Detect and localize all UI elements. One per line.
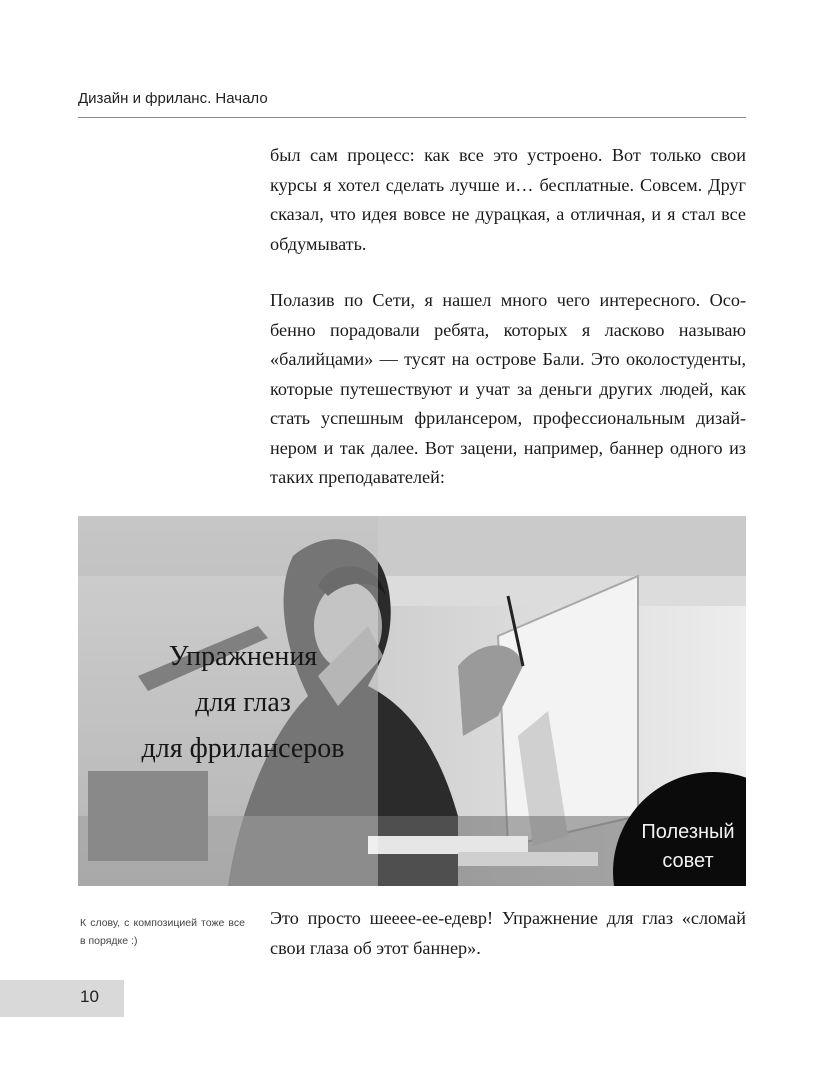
body-paragraph-2: Полазив по Сети, я нашел много чего интересного. Особенно порадовали ребята, которых я ласково называю «балийцами» — тусят на острове Бали. Это околостуденты, которые путешествуют и учат за деньги других людей, как стать успешным фрилансером, профессиональным дизайнером и так далее. Вот зацени, например, баннер одного из таких преподавателей:	[270, 290, 746, 487]
page-number: 10	[80, 987, 99, 1006]
body-paragraph-3: Это просто шееее-ее-едевр! Упражнение для глаз «сломай свои глаза об этот баннер».	[270, 908, 746, 958]
header-divider	[78, 117, 746, 118]
banner-title-line: для фрилансеров	[141, 733, 345, 764]
badge-label	[623, 818, 746, 876]
banner-title-line: Упражнения	[168, 641, 318, 672]
banner-image	[78, 516, 746, 886]
banner-title	[98, 634, 388, 772]
badge-label-line: Полезный	[641, 821, 735, 843]
side-note: К слову, с композицией тоже все в порядке :)	[80, 917, 245, 947]
page-number-box	[0, 980, 124, 1017]
banner-title-line: для глаз	[195, 687, 291, 718]
running-head-title: Дизайн и фриланс. Начало	[78, 90, 268, 107]
body-paragraph-1: был сам процесс: как все это устроено. Вот только свои курсы я хотел сделать лучше и… бесплатные. Совсем. Друг сказал, что идея вовсе не дурацкая, а отличная, и я стал все обдумывать.	[270, 145, 746, 254]
badge-label-line: совет	[662, 850, 714, 872]
